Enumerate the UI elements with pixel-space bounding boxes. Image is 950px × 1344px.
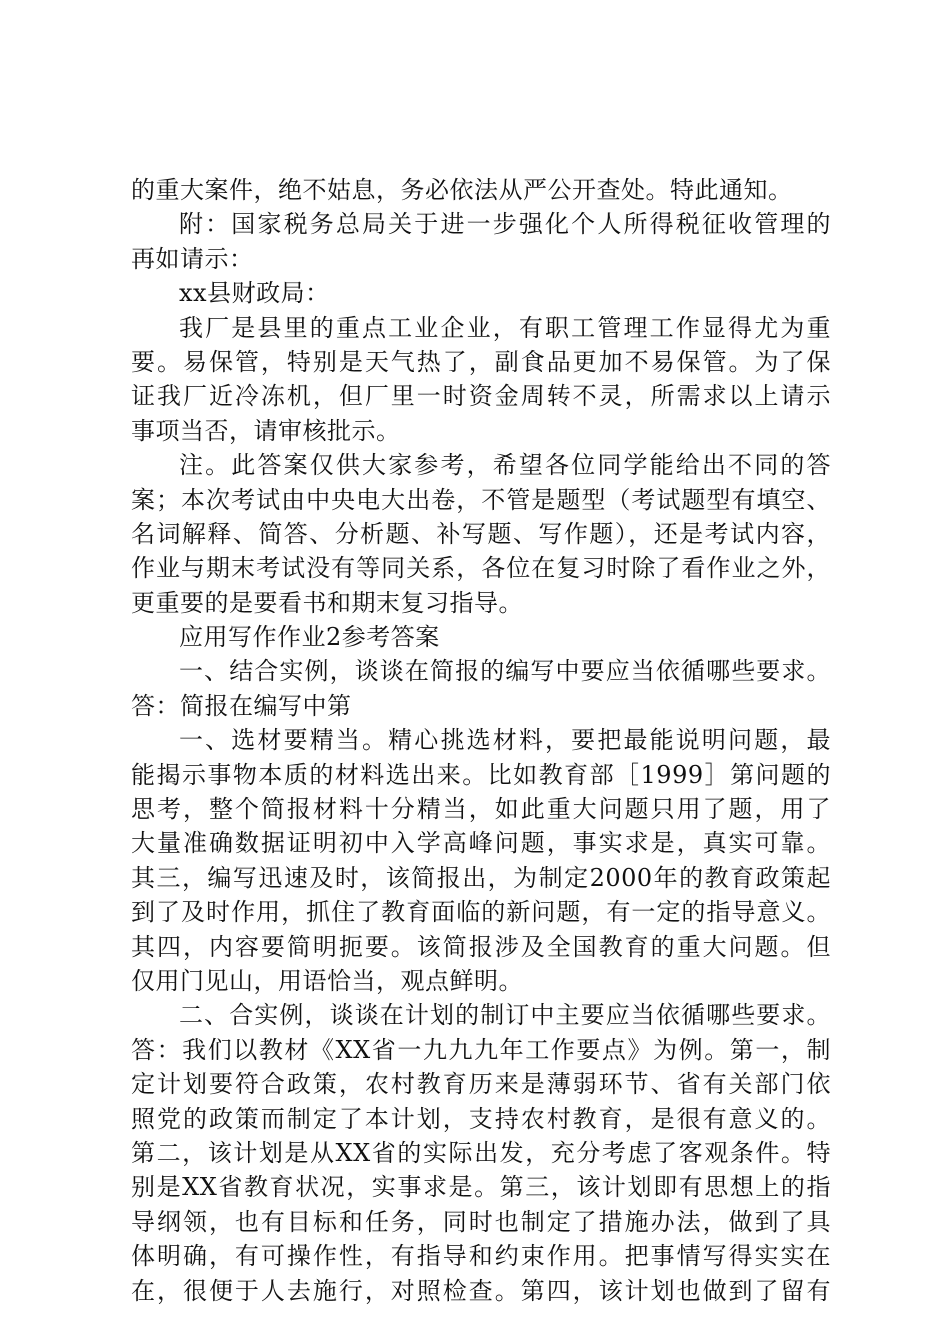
text-line: 第二，该计划是从XX省的实际出发，充分考虑了客观条件。特 [131,1138,831,1167]
text-line: 要。易保管，特别是天气热了，副食品更加不易保管。为了保 [131,347,831,376]
text-line: 二、合实例，谈谈在计划的制订中主要应当依循哪些要求。 [179,1001,831,1030]
text-line: 作业与期末考试没有等同关系，各位在复习时除了看作业之外， [131,554,831,583]
text-line: 附：国家税务总局关于进一步强化个人所得税征收管理的 [179,210,831,239]
text-line: 答：简报在编写中第 [131,691,352,720]
text-line: 更重要的是要看书和期末复习指导。 [131,588,523,617]
text-line: 仅用门见山，用语恰当，观点鲜明。 [131,966,523,995]
text-line: 其四，内容要简明扼要。该简报涉及全国教育的重大问题。但 [131,932,831,961]
document-body [131,173,831,1308]
text-line: 案；本次考试由中央电大出卷，不管是题型（考试题型有填空、 [131,485,831,514]
text-line: 再如请示： [131,244,254,273]
text-line: xx县财政局： [179,279,330,308]
text-line: 一、选材要精当。精心挑选材料，要把最能说明问题，最 [179,726,831,755]
text-line: 大量准确数据证明初中入学高峰问题，事实求是，真实可靠。 [131,829,831,858]
text-line: 到了及时作用，抓住了教育面临的新问题，有一定的指导意义。 [131,898,831,927]
text-line: 注。此答案仅供大家参考，希望各位同学能给出不同的答 [179,451,831,480]
text-line: 的重大案件，绝不姑息，务必依法从严公开查处。特此通知。 [131,176,793,204]
text-line: 照党的政策而制定了本计划，支持农村教育，是很有意义的。 [131,1104,831,1133]
text-line: 别是XX省教育状况，实事求是。第三，该计划即有思想上的指 [131,1173,831,1202]
text-line: 我厂是县里的重点工业企业，有职工管理工作显得尤为重 [179,313,831,342]
text-line: 在，很便于人去施行，对照检查。第四，该计划也做到了留有 [131,1276,831,1305]
text-line: 思考，整个简报材料十分精当，如此重大问题只用了题，用了 [131,795,831,824]
text-line: 导纲领，也有目标和任务，同时也制定了措施办法，做到了具 [131,1207,831,1236]
text-line: 证我厂近冷冻机，但厂里一时资金周转不灵，所需求以上请示 [131,382,831,411]
text-line: 能揭示事物本质的材料选出来。比如教育部［1999］第问题的 [131,760,831,789]
text-line: 名词解释、简答、分析题、补写题、写作题），还是考试内容， [131,519,831,548]
text-line: 答：我们以教材《XX省一九九九年工作要点》为例。第一，制 [131,1035,831,1064]
text-line: 体明确，有可操作性，有指导和约束作用。把事情写得实实在 [131,1242,831,1271]
text-line: 其三，编写迅速及时，该简报出，为制定2000年的教育政策起 [131,863,831,892]
text-line: 定计划要符合政策，农村教育历来是薄弱环节、省有关部门依 [131,1070,831,1099]
text-line: 事项当否，请审核批示。 [131,416,401,445]
text-line: 应用写作作业2参考答案 [179,623,440,652]
text-line: 一、结合实例，谈谈在简报的编写中要应当依循哪些要求。 [179,657,831,686]
